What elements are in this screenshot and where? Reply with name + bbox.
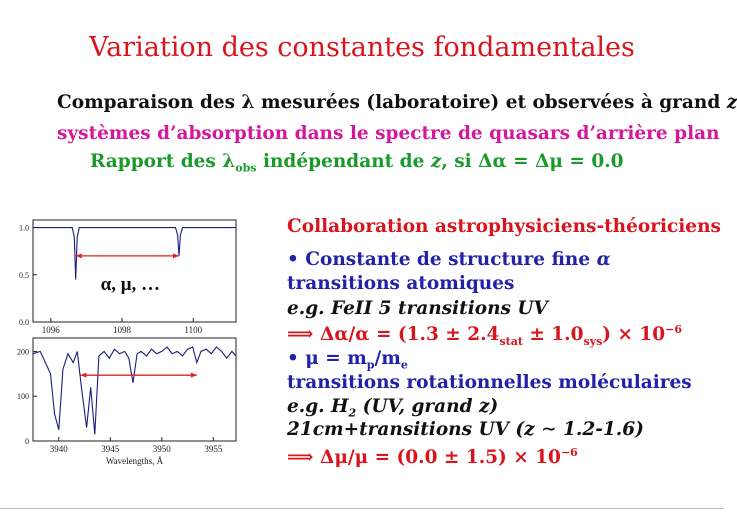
spectrum-line: [33, 228, 236, 280]
ratio-sub-obs: obs: [235, 161, 257, 175]
marker-arrowhead-right: [191, 373, 197, 378]
x-tick-label: 1098: [113, 325, 132, 335]
comparison-text-a: Comparaison des: [57, 92, 242, 113]
collaboration-line: Collaboration astrophysiciens-théoriciens: [287, 216, 721, 237]
spectrum-panel-h2: [17, 338, 236, 466]
spectrum-panel-feii: [19, 220, 236, 335]
x-tick-label: 3940: [49, 444, 68, 454]
comparison-text-b: mesurées (laboratoire) et observées à grand: [254, 92, 727, 113]
bullet-mu: [287, 348, 408, 372]
eg-h2-a: e.g. H: [287, 396, 349, 417]
y-tick-label: 1.0: [19, 223, 29, 233]
x-axis-label: Wavelengths, Å: [105, 456, 164, 466]
bullet-mu-b: /m: [374, 348, 401, 369]
alpha-result-stat: stat: [499, 334, 523, 348]
molecular-transitions: transitions rotationnelles moléculaires: [287, 372, 692, 393]
eg-h2-sub: 2: [348, 406, 357, 420]
mu-result: [287, 446, 578, 468]
bullet-mu-e: e: [400, 358, 408, 372]
ratio-lambda: λ: [222, 151, 236, 172]
comparison-line: [57, 92, 737, 113]
spectra-figure: [0, 212, 244, 478]
footer-rule: [0, 508, 724, 509]
bullet-alpha: [287, 249, 611, 270]
ratio-z: z: [430, 151, 442, 172]
plot-frame: [33, 220, 236, 322]
bullet-mu-a: • μ = m: [287, 348, 367, 369]
cm21-line: 21cm+transitions UV (z ∼ 1.2-1.6): [287, 419, 644, 440]
ratio-text-c: , si: [441, 151, 479, 172]
ratio-text-b: indépendant de: [256, 151, 431, 172]
y-tick-label: 0: [25, 437, 29, 446]
lambda-symbol: λ: [241, 92, 255, 113]
mu-result-a: ⟹ Δμ/μ = (0.0 ± 1.5) × 10: [287, 447, 561, 469]
x-tick-label: 3945: [101, 444, 120, 454]
marker-arrowhead-left: [80, 373, 86, 378]
marker-arrowhead-right: [173, 253, 179, 258]
alpha-result-sys: sys: [583, 334, 603, 348]
alpha-result-b: ± 1.0: [522, 324, 584, 346]
mu-result-exp: −6: [560, 446, 578, 459]
y-tick-label: 200: [17, 347, 29, 357]
ratio-text-a: Rapport des: [90, 151, 223, 172]
y-tick-label: 100: [17, 392, 29, 402]
alpha-result: [287, 323, 682, 348]
ratio-equation: Δα = Δμ = 0.0: [478, 151, 624, 172]
absorption-line: systèmes d’absorption dans le spectre de quasars d’arrière plan: [57, 123, 720, 144]
alpha-result-exp: −6: [665, 323, 683, 336]
x-tick-label: 1100: [184, 325, 203, 335]
eg-h2: [287, 396, 498, 420]
x-tick-label: 3950: [152, 444, 171, 454]
alpha-symbol: α: [596, 249, 611, 270]
y-tick-label: 0.5: [19, 270, 29, 280]
eg-h2-b: (UV, grand z): [356, 396, 499, 417]
slide-title: Variation des constantes fondamentales: [89, 32, 635, 63]
y-tick-label: 0.0: [19, 318, 29, 327]
bullet-alpha-text: • Constante de structure fine: [287, 249, 597, 270]
x-tick-label: 1096: [41, 325, 60, 335]
constants-annotation: α, μ, …: [100, 274, 161, 295]
atomic-transitions: transitions atomiques: [287, 273, 515, 294]
plot-frame: [33, 338, 236, 441]
spectrum-line: [33, 347, 236, 434]
x-tick-label: 3955: [204, 444, 223, 454]
eg-feii: e.g. FeII 5 transitions UV: [287, 298, 548, 319]
alpha-result-a: ⟹ Δα/α = (1.3 ± 2.4: [287, 324, 500, 346]
ratio-line: [90, 151, 624, 175]
bullet-mu-p: p: [366, 358, 375, 372]
redshift-symbol: z: [726, 92, 737, 113]
alpha-result-c: ) × 10: [602, 324, 666, 346]
